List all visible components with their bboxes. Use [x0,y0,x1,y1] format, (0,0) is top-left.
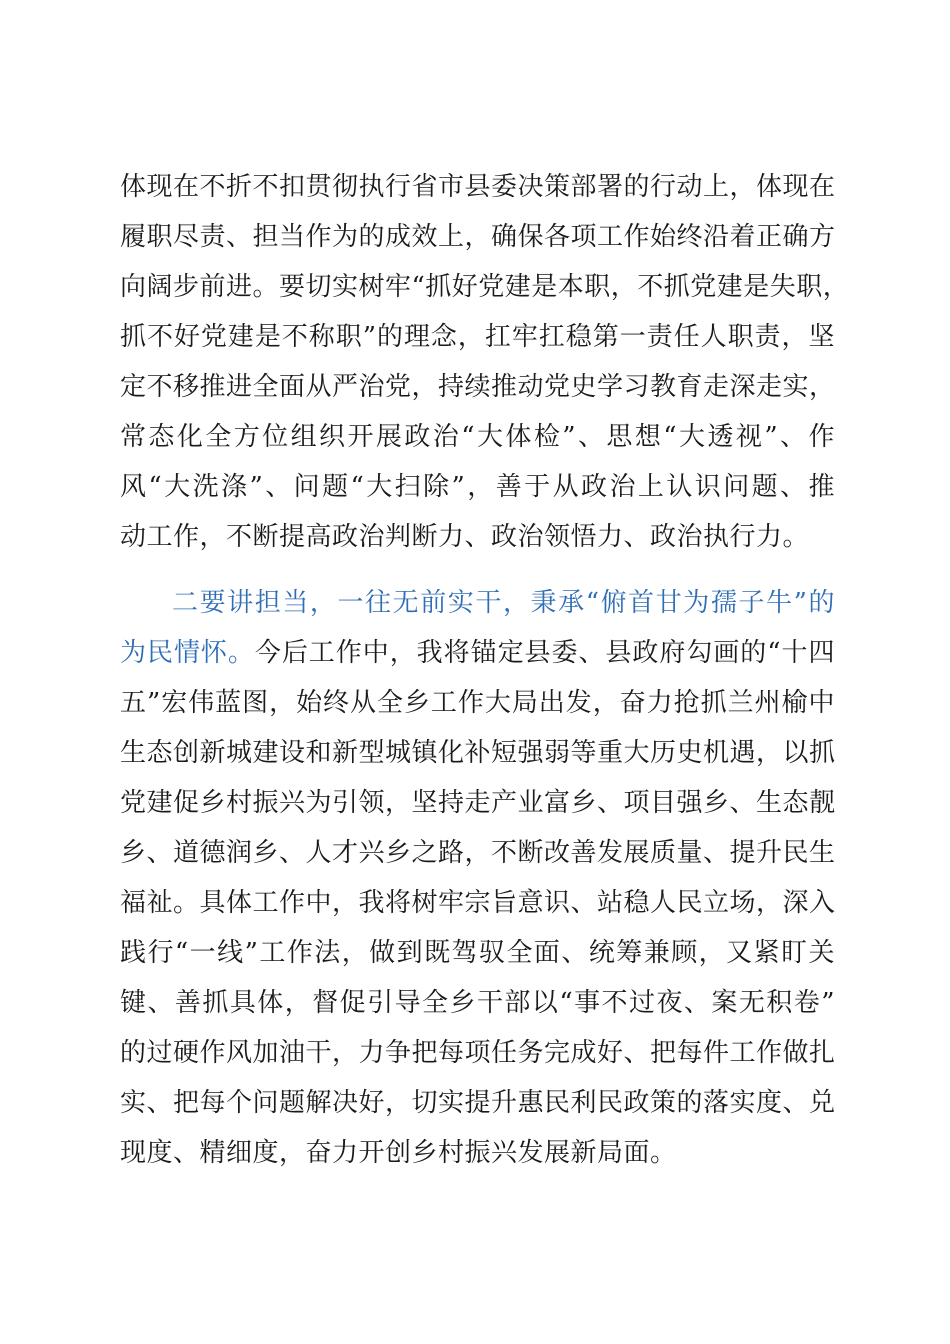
paragraph-2-line: 乡、道德润乡、人才兴乡之路，不断改善发展质量、提升民生 [120,838,836,868]
paragraph-2-line: 践行“一线”工作法，做到既驾驭全面、统筹兼顾，又紧盯关 [120,938,835,968]
paragraph-2-line: 现度、精细度，奋力开创乡村振兴发展新局面。 [120,1138,677,1168]
paragraph-1-line: 体现在不折不扣贯彻执行省市县委决策部署的行动上，体现在 [120,172,836,202]
paragraph-2-heading-line: 二要讲担当，一往无前实干，秉承“俯首甘为孺子牛”的 [172,588,835,618]
paragraph-2-line [120,628,835,678]
paragraph-2-heading-tail: 为民情怀。 [120,638,255,668]
paragraph-1-line: 常态化全方位组织开展政治“大体检”、思想“大透视”、作 [120,422,835,452]
paragraph-2-line-rest: 今后工作中，我将锚定县委、县政府勾画的“十四 [254,638,835,668]
paragraph-2-line: 党建促乡村振兴为引领，坚持走产业富乡、项目强乡、生态靓 [120,788,836,818]
paragraph-1-line: 动工作，不断提高政治判断力、政治领悟力、政治执行力。 [120,522,810,552]
paragraph-2-line: 福祉。具体工作中，我将树牢宗旨意识、站稳人民立场，深入 [120,888,836,918]
paragraph-1-line: 定不移推进全面从严治党，持续推动党史学习教育走深走实， [120,372,836,402]
paragraph-1-line: 履职尽责、担当作为的成效上，确保各项工作始终沿着正确方 [120,222,836,252]
paragraph-1-line: 风“大洗涤”、问题“大扫除”，善于从政治上认识问题、推 [120,472,835,502]
paragraph-1-line: 抓不好党建是不称职”的理念，扛牢扛稳第一责任人职责，坚 [120,322,835,352]
paragraph-1-line: 向阔步前进。要切实树牢“抓好党建是本职，不抓党建是失职， [120,272,850,302]
paragraph-2-line: 生态创新城建设和新型城镇化补短强弱等重大历史机遇，以抓 [120,738,836,768]
paragraph-2-line: 的过硬作风加油干，力争把每项任务完成好、把每件工作做扎 [120,1038,836,1068]
paragraph-2-line: 键、善抓具体，督促引导全乡干部以“事不过夜、案无积卷” [120,988,835,1018]
paragraph-2-line: 实、把每个问题解决好，切实提升惠民利民政策的落实度、兑 [120,1088,836,1118]
paragraph-2-line: 五”宏伟蓝图，始终从全乡工作大局出发，奋力抢抓兰州榆中 [120,688,835,718]
